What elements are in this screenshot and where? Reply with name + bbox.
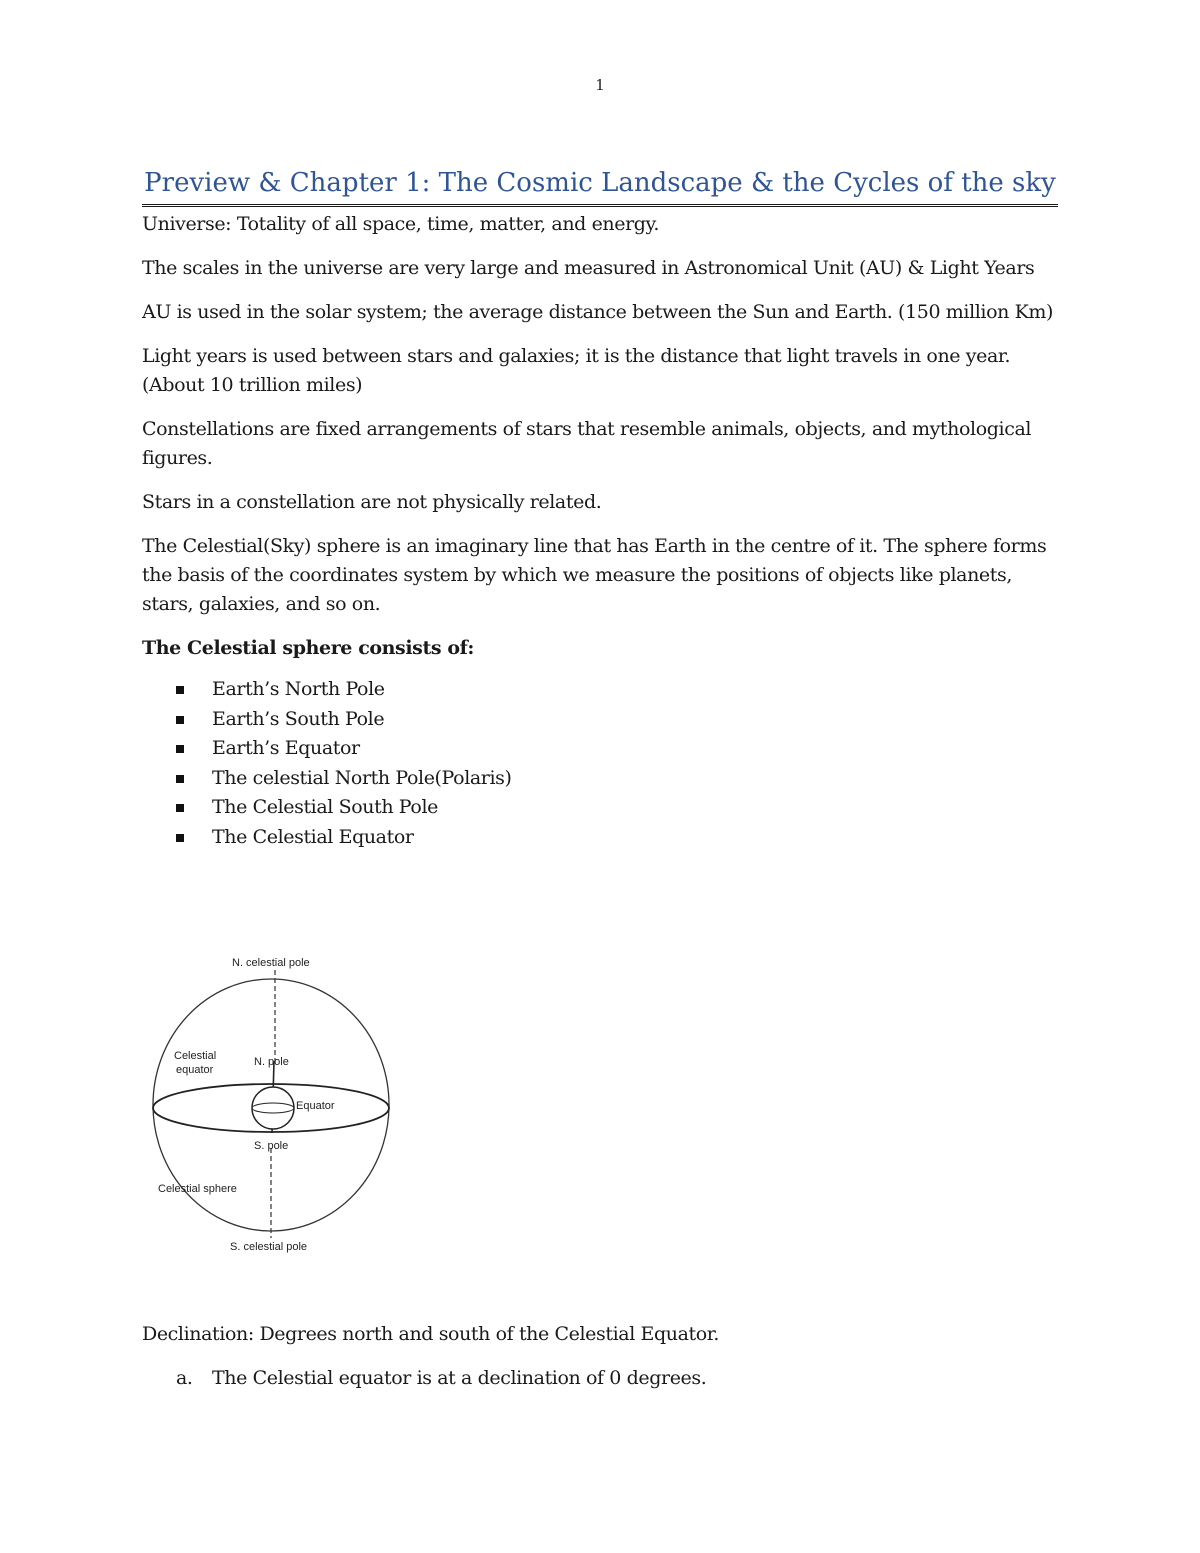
paragraph-celestial-sphere: The Celestial(Sky) sphere is an imaginary line that has Earth in the centre of it. The sphere forms the basis of the coordinates system by which we measure the positions of objects like planets, stars, galaxies, and so on.: [142, 535, 1047, 615]
section-subheading: The Celestial sphere consists of:: [142, 637, 475, 659]
page-number: 1: [595, 76, 605, 94]
document-body: [142, 210, 1062, 852]
page-title: Preview & Chapter 1: The Cosmic Landscape & the Cycles of the sky: [142, 166, 1058, 207]
list-item-text: Earth’s North Pole: [212, 678, 385, 700]
square-bullet-icon: [176, 804, 184, 812]
list-item-text: The Celestial equator is at a declination of 0 degrees.: [212, 1367, 707, 1389]
paragraph-universe: Universe: Totality of all space, time, matter, and energy.: [142, 213, 659, 235]
celestial-sphere-svg: [148, 948, 398, 1258]
label-n-celestial-pole: N. celestial pole: [232, 957, 310, 969]
paragraph-declination: Declination: Degrees north and south of the Celestial Equator.: [142, 1323, 720, 1345]
list-item: [176, 705, 1062, 735]
list-marker: a.: [176, 1367, 193, 1389]
list-item: [176, 823, 1062, 853]
declination-list: [142, 1364, 1062, 1393]
list-item-text: The Celestial South Pole: [212, 796, 438, 818]
label-equator: Equator: [296, 1100, 335, 1112]
label-celestial-sphere: Celestial sphere: [158, 1183, 237, 1195]
list-item-text: The Celestial Equator: [212, 825, 414, 848]
square-bullet-icon: [176, 834, 184, 842]
list-item-text: Earth’s South Pole: [212, 707, 385, 730]
list-item-text: Earth’s Equator: [212, 737, 360, 759]
list-item: [176, 764, 1062, 794]
label-celestial-equator-line2: equator: [176, 1064, 214, 1076]
declination-section: [142, 1320, 1062, 1393]
square-bullet-icon: [176, 716, 184, 724]
square-bullet-icon: [176, 686, 184, 694]
celestial-sphere-list: [142, 675, 1062, 852]
paragraph-constellations: Constellations are fixed arrangements of stars that resemble animals, objects, and mythological figures.: [142, 418, 1032, 469]
list-item: [176, 675, 1062, 705]
list-item: [176, 793, 1062, 823]
label-s-pole: S. pole: [254, 1140, 289, 1152]
list-item: [176, 1364, 1062, 1393]
paragraph-light-years: Light years is used between stars and galaxies; it is the distance that light travels in one year. (About 10 trillion miles): [142, 345, 1011, 396]
label-s-celestial-pole: S. celestial pole: [230, 1241, 308, 1253]
paragraph-scales: The scales in the universe are very large and measured in Astronomical Unit (AU) & Light Years: [142, 257, 1035, 279]
label-n-pole: N. pole: [254, 1056, 289, 1068]
label-celestial-equator-line1: Celestial: [174, 1050, 217, 1062]
square-bullet-icon: [176, 745, 184, 753]
list-item-text: The celestial North Pole(Polaris): [212, 766, 512, 789]
list-item: [176, 734, 1062, 764]
paragraph-au: AU is used in the solar system; the average distance between the Sun and Earth. (150 million Km): [142, 301, 1054, 323]
celestial-sphere-diagram: [148, 948, 398, 1258]
square-bullet-icon: [176, 775, 184, 783]
paragraph-stars-not-related: Stars in a constellation are not physically related.: [142, 491, 602, 513]
earth-circle: [252, 1087, 294, 1129]
